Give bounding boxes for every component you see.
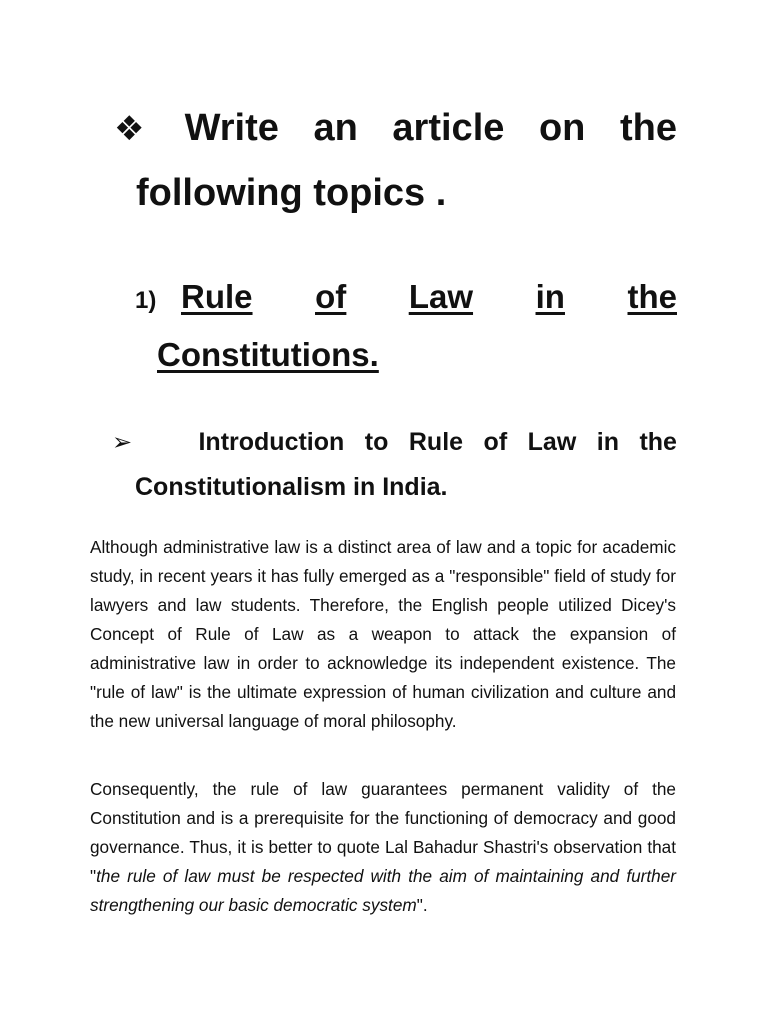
subheading-word: in <box>596 428 619 456</box>
subheading-line-2: Constitutionalism in India. <box>135 473 448 501</box>
topic-title-words <box>181 270 677 324</box>
topic-word: the <box>627 278 677 315</box>
body-paragraph-2 <box>90 775 676 920</box>
subheading-line-1 <box>112 420 677 465</box>
paragraph-2-text: Consequently, the rule of law guarantees permanent validity of the Constitution and is a prerequisite for the functioning of democracy and good governance. Thus, it is better to quote Lal Bahadur Shastri's observation that " <box>90 779 676 887</box>
paragraph-2-closing: ". <box>416 895 428 916</box>
subheading-word: Rule <box>408 428 464 456</box>
arrow-bullet-icon: ➢ <box>112 429 133 456</box>
topic-title-line-1 <box>135 270 677 328</box>
subheading-word: of <box>483 428 508 456</box>
heading-word: an <box>313 107 358 149</box>
main-heading-line-1 <box>114 96 677 161</box>
heading-word: the <box>619 107 677 149</box>
subheading-word: Law <box>527 428 577 456</box>
subheading-word: Introduction <box>198 428 345 456</box>
topic-title-line-2: Constitutions. <box>157 336 379 373</box>
topic-word: Rule <box>181 278 253 315</box>
topic-number: 1) <box>135 287 157 314</box>
subheading-word: the <box>639 428 677 456</box>
heading-word: Write <box>184 107 279 149</box>
main-heading <box>114 96 677 225</box>
main-heading-line-2: following topics . <box>136 172 447 214</box>
topic-word: Law <box>408 278 474 315</box>
shastri-quote: the rule of law must be respected with the aim of maintaining and further strengthening our basic democratic system <box>90 866 676 916</box>
body-paragraph-1: Although administrative law is a distinct area of law and a topic for academic study, in recent years it has fully emerged as a "responsible" field of study for lawyers and law students. Therefore, the English people utilized Dicey's Concept of Rule of Law as a weapon to attack the expansion of administrative law in order to acknowledge its independent existence. The "rule of law" is the ultimate expression of human civilization and culture and the new universal language of moral philosophy. <box>90 537 676 732</box>
topic-title <box>135 270 677 382</box>
subheading-word: to <box>364 428 389 456</box>
topic-word: in <box>535 278 565 315</box>
topic-word: of <box>315 278 347 315</box>
heading-word: on <box>538 107 586 149</box>
heading-word: article <box>392 107 505 149</box>
diamond-bullet-icon: ❖ <box>114 110 145 148</box>
section-subheading <box>112 420 677 509</box>
